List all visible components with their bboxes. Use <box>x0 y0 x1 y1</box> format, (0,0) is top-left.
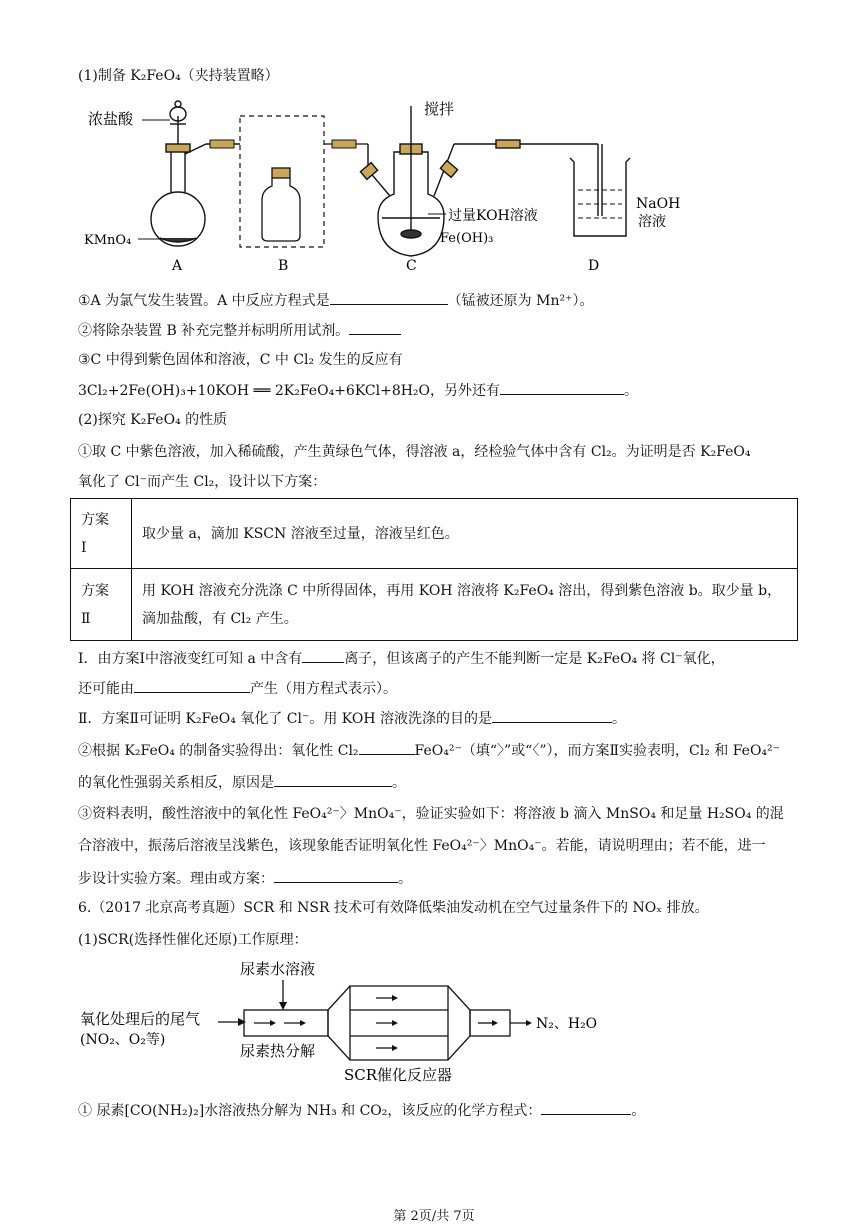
scheme-2-head: 方案 Ⅱ <box>71 569 132 641</box>
answer-blank[interactable] <box>492 708 612 723</box>
question-6: 6.（2017 北京高考真题）SCR 和 NSR 技术可有效降低柴油发动机在空气过量条件下的 NOₓ 排放。 <box>78 900 709 916</box>
label-naoh-2: 溶液 <box>638 214 666 230</box>
scr-reactor <box>328 986 470 1060</box>
label-stir: 搅拌 <box>424 100 455 118</box>
question-6-1a: ① 尿素[CO(NH₂)₂]水溶液热分解为 NH₃ 和 CO₂，该反应的化学方程式： 。 <box>78 1100 645 1121</box>
question-I-a: Ⅰ．由方案Ⅰ中溶液变红可知 a 中含有 离子，但该离子的产生不能判断一定是 K₂FeO₄ 将 Cl⁻氧化， <box>78 648 725 669</box>
label-exhaust-1: 氧化处理后的尾气 <box>80 1010 201 1028</box>
question-2-2b: 的氧化性强弱关系相反，原因是 。 <box>78 772 406 793</box>
question-1-3b: 3Cl₂+2Fe(OH)₃+10KOH ══ 2K₂FeO₄+6KCl+8H₂O，另外还有 。 <box>78 380 638 401</box>
question-2-1a: ①取 C 中紫色溶液，加入稀硫酸，产生黄绿色气体，得溶液 a，经检验气体中含有 Cl₂。为证明是否 K₂FeO₄ <box>78 444 751 460</box>
answer-blank[interactable] <box>274 772 392 787</box>
page-footer: 第 2页/共 7页 <box>393 1209 475 1224</box>
section2-title: (2)探究 K₂FeO₄ 的性质 <box>78 412 228 428</box>
question-2-1b: 氧化了 Cl⁻而产生 Cl₂，设计以下方案： <box>78 474 327 490</box>
question-2-2a: ②根据 K₂FeO₄ 的制备实验得出：氧化性 Cl₂ FeO₄²⁻（填“〉”或“〈”），而方案Ⅱ实验表明，Cl₂ 和 FeO₄²⁻ <box>78 740 780 761</box>
apparatus-a <box>151 101 240 246</box>
question-I-b: 还可能由 产生（用方程式表示）。 <box>78 678 397 699</box>
scheme-1-body: 取少量 a，滴加 KSCN 溶液至过量，溶液呈红色。 <box>132 499 798 569</box>
question-2-3c: 步设计实验方案。理由或方案： 。 <box>78 868 412 889</box>
scheme-table <box>70 498 798 641</box>
apparatus-d <box>570 144 630 236</box>
question-2-3b: 合溶液中，振荡后溶液呈浅紫色，该现象能否证明氧化性 FeO₄²⁻〉MnO₄⁻。若能，请说明理由；若不能，进一 <box>78 838 766 854</box>
question-II: Ⅱ．方案Ⅱ可证明 K₂FeO₄ 氧化了 Cl⁻。用 KOH 溶液洗涤的目的是 。 <box>78 708 626 729</box>
answer-blank[interactable] <box>349 320 401 335</box>
answer-blank[interactable] <box>330 290 448 305</box>
label-naoh-1: NaOH <box>636 196 681 212</box>
question-6-1: (1)SCR(选择性催化还原)工作原理： <box>78 932 308 948</box>
label-kmno4: KMnO₄ <box>84 233 132 248</box>
apparatus-b-bottle <box>262 168 300 241</box>
label-a: A <box>172 258 183 274</box>
label-urea-solution: 尿素水溶液 <box>240 960 316 978</box>
table-row <box>71 499 798 569</box>
question-1-2: ②将除杂装置 B 补充完整并标明所用试剂。 <box>78 320 401 341</box>
scheme-2-body: 用 KOH 溶液充分洗涤 C 中所得固体，再用 KOH 溶液将 K₂FeO₄ 溶出，得到紫色溶液 b。取少量 b， 滴加盐酸，有 Cl₂ 产生。 <box>132 569 798 641</box>
question-1-3a: ③C 中得到紫色固体和溶液，C 中 Cl₂ 发生的反应有 <box>78 352 403 368</box>
section1-title: (1)制备 K₂FeO₄（夹持装置略） <box>78 68 279 84</box>
label-b: B <box>278 258 289 274</box>
label-urea-decomp: 尿素热分解 <box>240 1042 316 1060</box>
answer-blank[interactable] <box>134 678 250 693</box>
label-reactor: SCR催化反应器 <box>344 1066 453 1084</box>
label-c: C <box>406 258 417 274</box>
scr-diagram <box>78 958 638 1088</box>
answer-blank[interactable] <box>302 648 344 663</box>
answer-blank[interactable] <box>500 380 624 395</box>
label-products: N₂、H₂O <box>536 1016 598 1032</box>
answer-blank[interactable] <box>274 868 398 883</box>
table-row <box>71 569 798 641</box>
answer-blank[interactable] <box>359 740 415 755</box>
scheme-1-head: 方案 Ⅰ <box>71 499 132 569</box>
answer-blank[interactable] <box>541 1100 631 1115</box>
label-exhaust-2: (NO₂、O₂等) <box>80 1032 166 1048</box>
label-acid: 浓盐酸 <box>88 110 134 128</box>
label-d: D <box>588 258 600 274</box>
question-1-1: ①A 为氯气发生装置。A 中反应方程式是 （锰被还原为 Mn²⁺）。 <box>78 290 593 311</box>
label-koh: 过量KOH溶液 <box>448 208 538 224</box>
question-2-3a: ③资料表明，酸性溶液中的氧化性 FeO₄²⁻〉MnO₄⁻，验证实验如下：将溶液 b 滴入 MnSO₄ 和足量 H₂SO₄ 的混 <box>78 806 784 822</box>
apparatus-b-box <box>240 116 324 247</box>
label-feoh3: Fe(OH)₃ <box>440 231 494 246</box>
apparatus-diagram <box>78 96 698 282</box>
